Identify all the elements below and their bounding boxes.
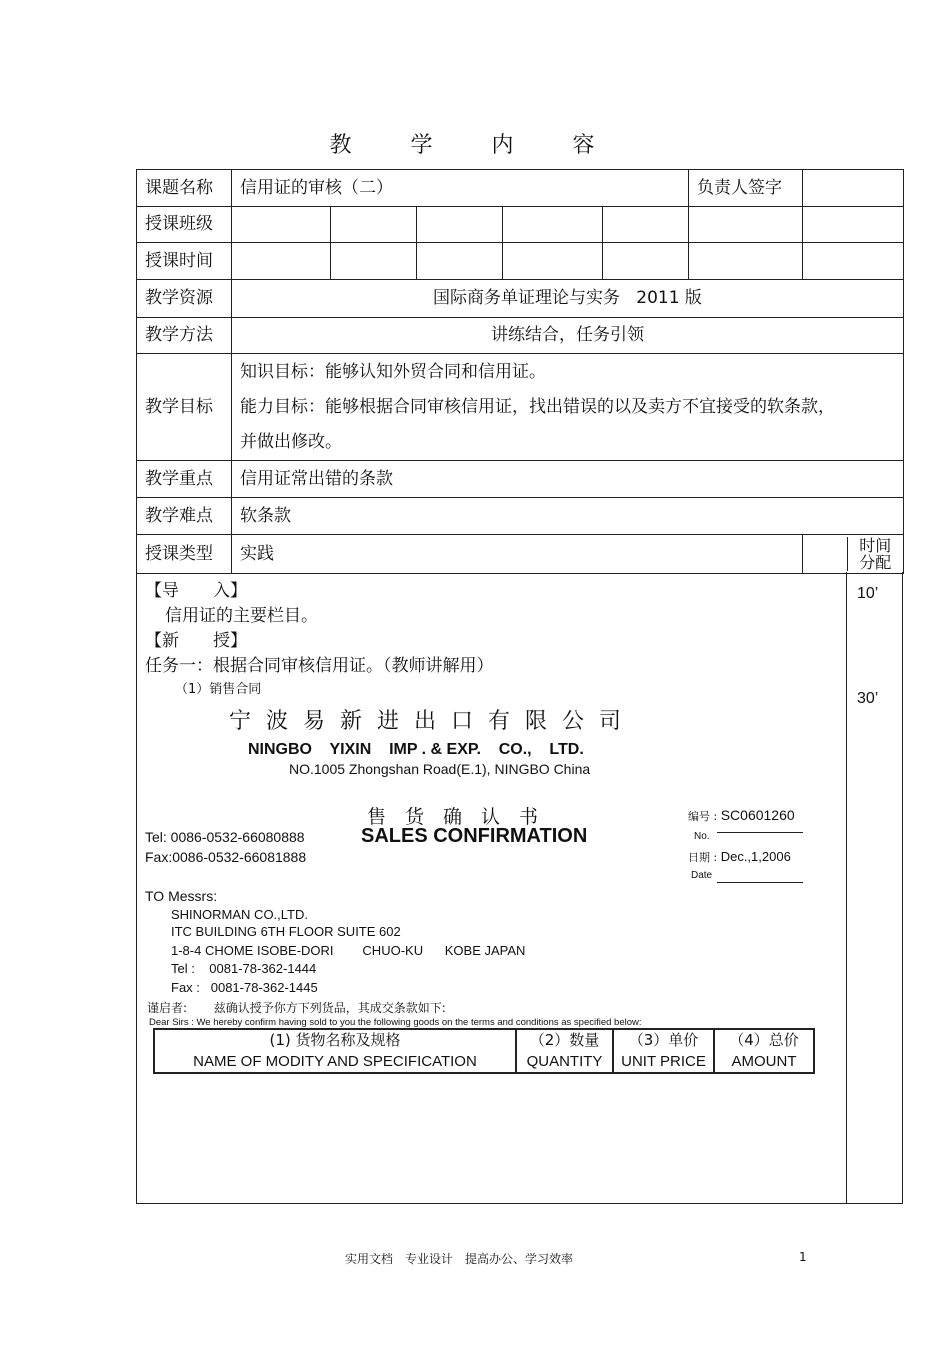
lesson-info-table bbox=[136, 169, 904, 574]
buyer-address-line: 1-8-4 CHOME ISOBE-DORI CHUO-KU KOBE JAPAN bbox=[171, 943, 526, 958]
goods-header-en: NAME OF MODITY AND SPECIFICATION bbox=[193, 1053, 477, 1070]
type-value: 实践 bbox=[232, 535, 803, 574]
resource-value: 国际商务单证理论与实务 2011 版 bbox=[232, 280, 904, 318]
difficulty-value: 软条款 bbox=[232, 498, 904, 535]
goal-line: 知识目标：能够认知外贸合同和信用证。 bbox=[240, 361, 546, 382]
type-label: 授课类型 bbox=[137, 535, 232, 574]
subtask-label: （1）销售合同 bbox=[175, 682, 262, 697]
goods-header-cn: （3）单价 bbox=[628, 1031, 699, 1049]
class-cell bbox=[417, 207, 503, 243]
contract-date-label-en: Date bbox=[691, 870, 713, 881]
time-cell bbox=[603, 243, 689, 280]
time-column-divider bbox=[846, 572, 847, 1203]
buyer-fax: Fax : 0081-78-362-1445 bbox=[171, 980, 318, 995]
time-alloc-label-line: 分配 bbox=[859, 553, 892, 572]
time-label: 授课时间 bbox=[137, 243, 232, 280]
method-value: 讲练结合，任务引领 bbox=[232, 318, 904, 354]
contract-number-value: SC0601260 bbox=[720, 807, 795, 823]
greeting-cn: 谨启者: 兹确认授予你方下列货品，其成交条款如下: bbox=[147, 1001, 446, 1015]
task-one: 任务一：根据合同审核信用证。（教师讲解用） bbox=[145, 656, 494, 676]
time-cell bbox=[232, 243, 331, 280]
contract-date-label: 日期 : bbox=[688, 851, 721, 864]
resource-label: 教学资源 bbox=[137, 280, 232, 318]
contract-date bbox=[688, 849, 791, 865]
topic-label: 课题名称 bbox=[137, 170, 232, 207]
difficulty-label: 教学难点 bbox=[137, 498, 232, 535]
goods-header-name bbox=[154, 1029, 516, 1073]
key-label: 教学重点 bbox=[137, 461, 232, 498]
intro-heading: 【导 入】 bbox=[145, 581, 247, 601]
contract-date-value: Dec.,1,2006 bbox=[720, 849, 791, 864]
page-title: 教 学 内 容 bbox=[329, 133, 621, 158]
goal-label: 教学目标 bbox=[137, 354, 232, 461]
time-alloc-cell bbox=[803, 535, 904, 574]
company-name-en: NINGBO YIXIN IMP . & EXP. CO., LTD. bbox=[248, 741, 584, 758]
time-cell bbox=[689, 243, 803, 280]
signer-label: 负责人签字 bbox=[689, 170, 803, 207]
time-cell bbox=[803, 243, 904, 280]
contract-title-en: SALES CONFIRMATION bbox=[361, 825, 588, 847]
method-label: 教学方法 bbox=[137, 318, 232, 354]
goods-header-quantity bbox=[516, 1029, 613, 1073]
buyer-name: SHINORMAN CO.,LTD. bbox=[171, 907, 308, 922]
contract-title-cn: 售 货 确 认 书 bbox=[367, 806, 539, 828]
goods-header-cn: （4）总价 bbox=[729, 1031, 799, 1049]
number-underline bbox=[717, 832, 803, 833]
contract-number bbox=[688, 807, 795, 824]
goods-header-en: AMOUNT bbox=[731, 1053, 797, 1070]
class-cell bbox=[232, 207, 331, 243]
company-address: NO.1005 Zhongshan Road(E.1), NINGBO China bbox=[289, 761, 591, 777]
class-cell bbox=[331, 207, 417, 243]
class-cell bbox=[689, 207, 803, 243]
goal-line: 并做出修改。 bbox=[240, 431, 342, 452]
class-cell bbox=[503, 207, 603, 243]
footer-slogan: 实用文档 专业设计 提高办公、学习效率 bbox=[345, 1252, 574, 1266]
date-underline bbox=[717, 882, 803, 883]
contract-number-label-en: No. bbox=[694, 831, 710, 842]
time-cell bbox=[503, 243, 603, 280]
time-value: 10’ bbox=[857, 585, 879, 602]
intro-text: 信用证的主要栏目。 bbox=[165, 606, 318, 626]
goods-header-en: UNIT PRICE bbox=[621, 1053, 706, 1070]
time-cell bbox=[417, 243, 503, 280]
time-alloc-label bbox=[848, 537, 903, 571]
buyer-tel: Tel : 0081-78-362-1444 bbox=[171, 961, 317, 976]
seller-tel: Tel: 0086-0532-66080888 bbox=[145, 829, 305, 845]
greeting-en: Dear Sirs : We hereby confirm having sold to you the following goods on the terms and conditions as specified below: bbox=[149, 1017, 642, 1028]
page-number: 1 bbox=[799, 1250, 807, 1264]
goal-line: 能力目标：能够根据合同审核信用证，找出错误的以及卖方不宜接受的软条款， bbox=[240, 396, 835, 417]
goods-header-cn: (1) 货物名称及规格 bbox=[269, 1031, 401, 1049]
goods-header-amount bbox=[714, 1029, 814, 1073]
time-alloc-label-line: 时间 bbox=[859, 536, 892, 555]
goal-value bbox=[232, 354, 904, 461]
company-name-cn: 宁 波 易 新 进 出 口 有 限 公 司 bbox=[229, 709, 625, 734]
class-label: 授课班级 bbox=[137, 207, 232, 243]
goods-table bbox=[153, 1028, 815, 1074]
to-messrs: TO Messrs: bbox=[145, 888, 218, 904]
topic-value: 信用证的审核（二） bbox=[232, 170, 689, 207]
contract-number-label: 编号 : bbox=[688, 810, 721, 823]
lesson-body bbox=[136, 572, 903, 1204]
buyer-address-line: ITC BUILDING 6TH FLOOR SUITE 602 bbox=[171, 924, 401, 939]
signer-value bbox=[803, 170, 904, 207]
goods-header-en: QUANTITY bbox=[526, 1053, 603, 1070]
key-value: 信用证常出错的条款 bbox=[232, 461, 904, 498]
class-cell bbox=[803, 207, 904, 243]
new-heading: 【新 授】 bbox=[145, 631, 247, 651]
time-value: 30’ bbox=[857, 690, 879, 707]
class-cell bbox=[603, 207, 689, 243]
goods-header-unit-price bbox=[613, 1029, 714, 1073]
time-cell bbox=[331, 243, 417, 280]
seller-fax: Fax:0086-0532-66081888 bbox=[145, 849, 307, 865]
goods-header-cn: （2）数量 bbox=[529, 1031, 600, 1049]
